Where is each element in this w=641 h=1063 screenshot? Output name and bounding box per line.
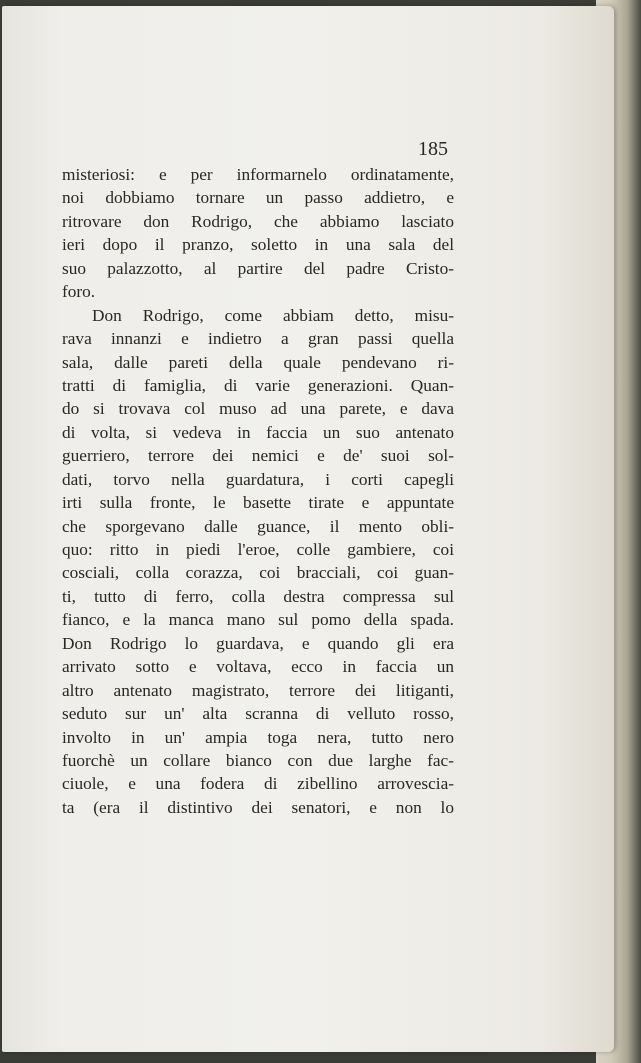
text-line: cosciali, colla corazza, coi bracciali, coi guan- bbox=[62, 563, 454, 583]
text-line: do si trovava col muso ad una parete, e dava bbox=[62, 399, 454, 419]
text-line: ritrovare don Rodrigo, che abbiamo lasciato bbox=[62, 211, 454, 231]
text-line: involto in un' ampia toga nera, tutto nero bbox=[62, 727, 454, 747]
text-line: Don Rodrigo, come abbiam detto, misu- bbox=[92, 305, 454, 325]
text-line: fuorchè un collare bianco con due larghe fac- bbox=[62, 750, 454, 770]
text-line: foro. bbox=[62, 282, 96, 302]
text-line: altro antenato magistrato, terrore dei litiganti, bbox=[62, 680, 454, 700]
text-line: rava innanzi e indietro a gran passi quella bbox=[62, 329, 454, 349]
page-number: 185 bbox=[418, 138, 448, 160]
text-line: ta (era il distintivo dei senatori, e non lo bbox=[62, 797, 454, 817]
text-line: noi dobbiamo tornare un passo addietro, e bbox=[62, 188, 454, 208]
text-line: misteriosi: e per informarnelo ordinatamente, bbox=[62, 165, 454, 184]
text-line: ieri dopo il pranzo, soletto in una sala del bbox=[62, 235, 454, 255]
text-line: sala, dalle pareti della quale pendevano ri- bbox=[62, 352, 454, 372]
text-line: quo: ritto in piedi l'eroe, colle gambiere, coi bbox=[62, 540, 454, 559]
text-line: guerriero, terrore dei nemici e de' suoi sol- bbox=[62, 446, 454, 466]
text-line: suo palazzotto, al partire del padre Cristo- bbox=[62, 258, 454, 278]
text-line: seduto sur un' alta scranna di velluto rosso, bbox=[62, 704, 454, 724]
text-line: ciuole, e una fodera di zibellino arrovescia- bbox=[62, 774, 454, 794]
text-line: tratti di famiglia, di varie generazioni. Quan- bbox=[62, 375, 454, 395]
page-body-text bbox=[62, 163, 454, 819]
text-line: irti sulla fronte, le basette tirate e appuntate bbox=[62, 493, 454, 513]
text-line: di volta, si vedeva in faccia un suo antenato bbox=[62, 422, 454, 442]
text-line: dati, torvo nella guardatura, i corti capegli bbox=[62, 469, 454, 489]
text-line: che sporgevano dalle guance, il mento obli- bbox=[62, 516, 454, 536]
text-line: fianco, e la manca mano sul pomo della spada. bbox=[62, 610, 454, 630]
text-line: Don Rodrigo lo guardava, e quando gli era bbox=[62, 633, 454, 653]
text-line: ti, tutto di ferro, colla destra compressa sul bbox=[62, 586, 454, 606]
text-line: arrivato sotto e voltava, ecco in faccia un bbox=[62, 657, 454, 677]
